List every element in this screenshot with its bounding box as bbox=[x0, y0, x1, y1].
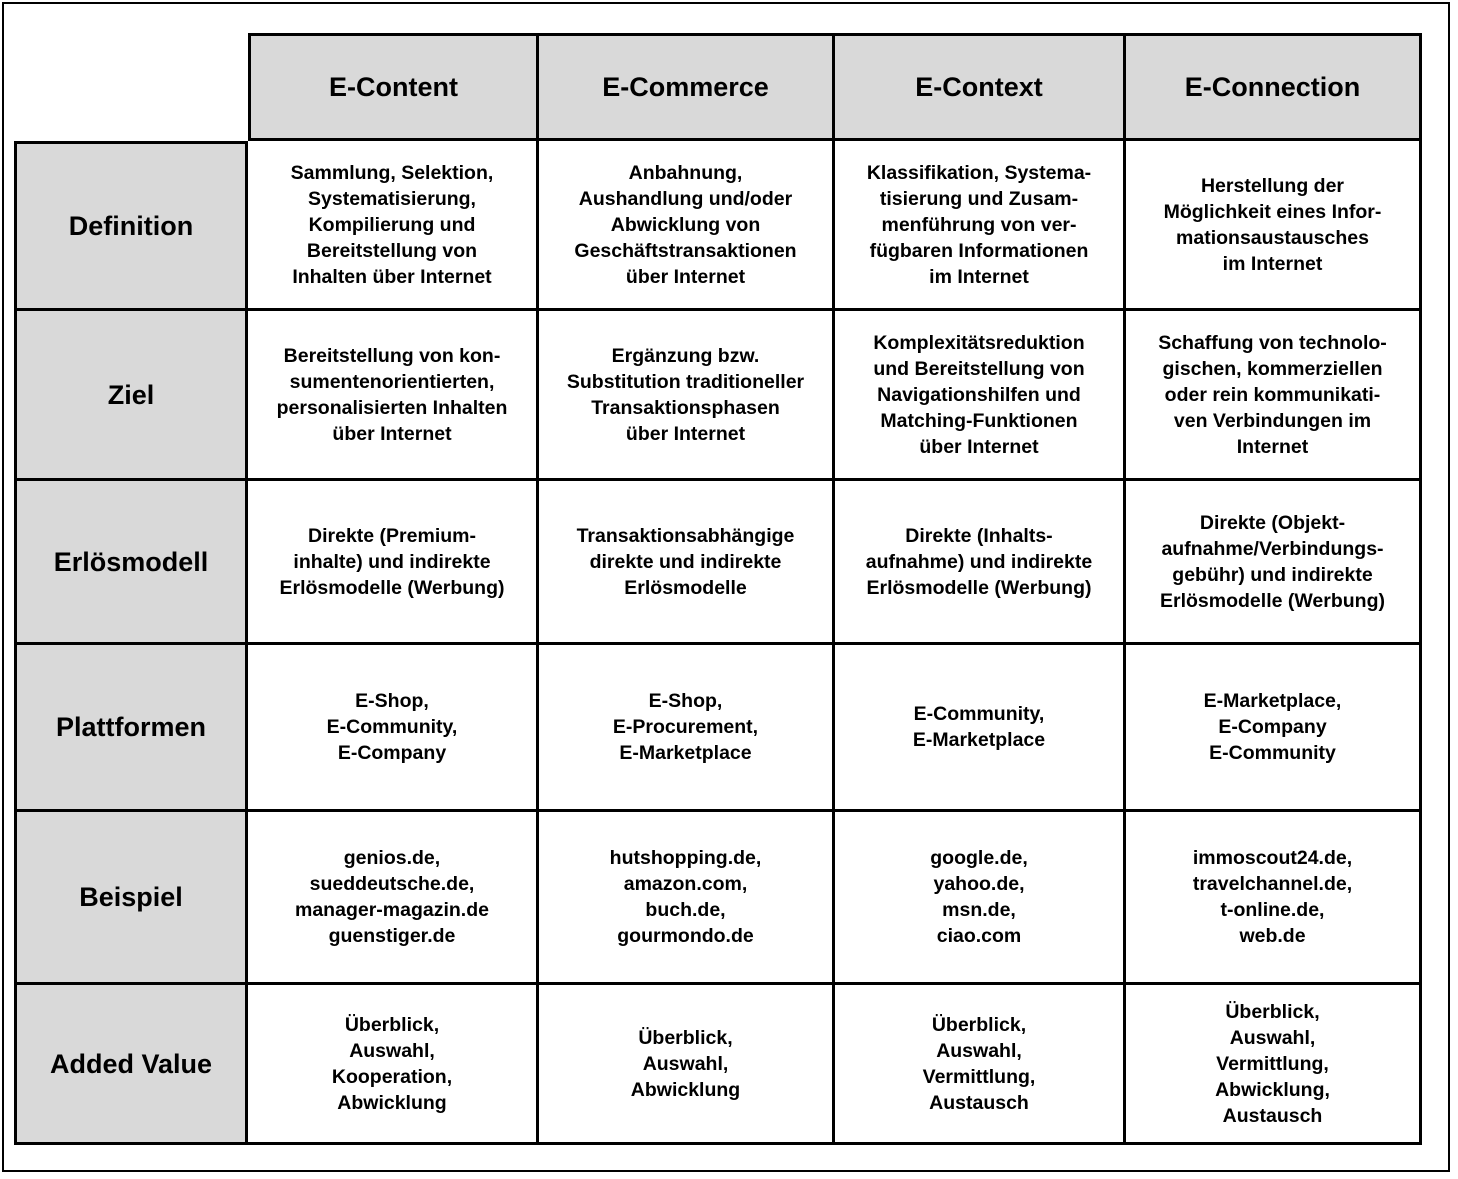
row-header-erloesmodell: Erlösmodell bbox=[14, 481, 248, 645]
table-cell: Direkte (Premium- inhalte) und indirekte Erlösmodelle (Werbung) bbox=[248, 481, 539, 645]
table-cell: Überblick, Auswahl, Vermittlung, Abwicklung, Austausch bbox=[1126, 985, 1422, 1145]
table-cell: hutshopping.de, amazon.com, buch.de, gourmondo.de bbox=[539, 812, 835, 985]
column-header-e-commerce: E-Commerce bbox=[539, 33, 835, 141]
table-cell: genios.de, sueddeutsche.de, manager-magazin.de guenstiger.de bbox=[248, 812, 539, 985]
row-header-definition: Definition bbox=[14, 141, 248, 311]
table-cell: Direkte (Inhalts- aufnahme) und indirekte Erlösmodelle (Werbung) bbox=[835, 481, 1126, 645]
table-cell: Sammlung, Selektion, Systematisierung, Kompilierung und Bereitstellung von Inhalten über Internet bbox=[248, 141, 539, 311]
row-header-ziel: Ziel bbox=[14, 311, 248, 481]
row-header-beispiel: Beispiel bbox=[14, 812, 248, 985]
table-cell: Direkte (Objekt- aufnahme/Verbindungs- gebühr) und indirekte Erlösmodelle (Werbung) bbox=[1126, 481, 1422, 645]
column-header-e-connection: E-Connection bbox=[1126, 33, 1422, 141]
table-cell: Überblick, Auswahl, Vermittlung, Austausch bbox=[835, 985, 1126, 1145]
table-cell: Herstellung der Möglichkeit eines Infor- mationsaustausches im Internet bbox=[1126, 141, 1422, 311]
table-cell: Komplexitätsreduktion und Bereitstellung von Navigationshilfen und Matching-Funktionen über Internet bbox=[835, 311, 1126, 481]
table-corner bbox=[14, 33, 248, 141]
row-header-added-value: Added Value bbox=[14, 985, 248, 1145]
table-cell: E-Shop, E-Procurement, E-Marketplace bbox=[539, 645, 835, 812]
column-header-e-context: E-Context bbox=[835, 33, 1126, 141]
table-cell: Klassifikation, Systema- tisierung und Zusam- menführung von ver- fügbaren Informationen im Internet bbox=[835, 141, 1126, 311]
table-cell: Ergänzung bzw. Substitution traditioneller Transaktionsphasen über Internet bbox=[539, 311, 835, 481]
table-cell: Überblick, Auswahl, Abwicklung bbox=[539, 985, 835, 1145]
table-cell: Überblick, Auswahl, Kooperation, Abwicklung bbox=[248, 985, 539, 1145]
table-cell: google.de, yahoo.de, msn.de, ciao.com bbox=[835, 812, 1126, 985]
table-cell: Bereitstellung von kon- sumentenorientierten, personalisierten Inhalten über Internet bbox=[248, 311, 539, 481]
table-cell: E-Community, E-Marketplace bbox=[835, 645, 1126, 812]
row-header-plattformen: Plattformen bbox=[14, 645, 248, 812]
comparison-table bbox=[14, 33, 1422, 1145]
table-cell: immoscout24.de, travelchannel.de, t-online.de, web.de bbox=[1126, 812, 1422, 985]
table-cell: Transaktionsabhängige direkte und indirekte Erlösmodelle bbox=[539, 481, 835, 645]
table-cell: E-Shop, E-Community, E-Company bbox=[248, 645, 539, 812]
column-header-e-content: E-Content bbox=[248, 33, 539, 141]
table-cell: E-Marketplace, E-Company E-Community bbox=[1126, 645, 1422, 812]
table-cell: Anbahnung, Aushandlung und/oder Abwicklung von Geschäftstransaktionen über Internet bbox=[539, 141, 835, 311]
table-cell: Schaffung von technolo- gischen, kommerziellen oder rein kommunikati- ven Verbindungen im Internet bbox=[1126, 311, 1422, 481]
